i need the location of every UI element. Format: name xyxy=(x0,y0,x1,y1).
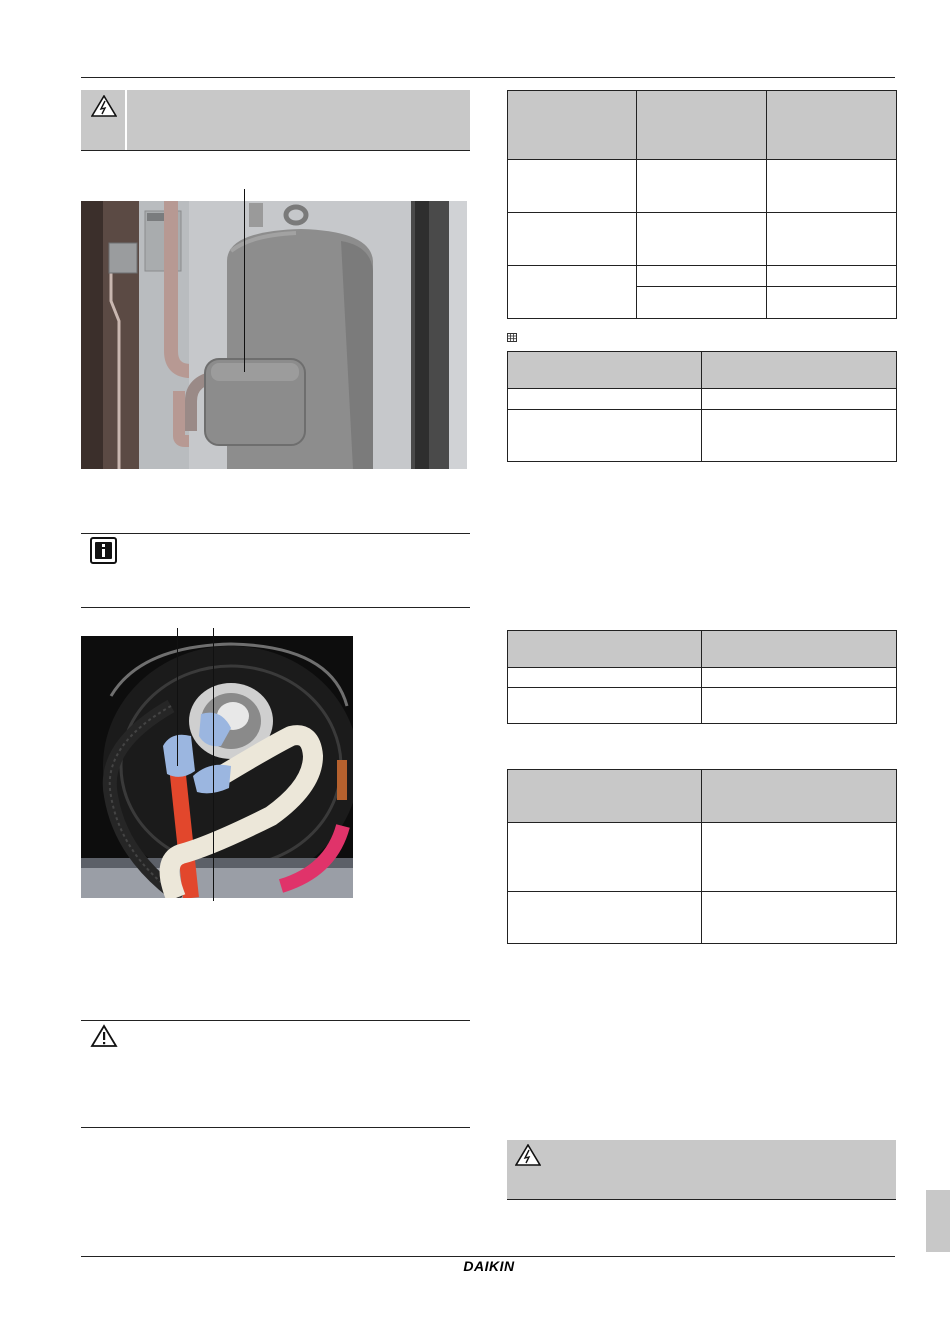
footer-rule xyxy=(81,1256,895,1257)
danger-box-2 xyxy=(507,1140,896,1199)
table-1-header-cell xyxy=(767,91,897,160)
table-row xyxy=(508,410,897,462)
table-cell xyxy=(702,823,897,892)
info-box-bottom-rule xyxy=(81,607,470,608)
table-cell xyxy=(637,160,767,213)
compressor-wiring-photo xyxy=(81,636,353,898)
header-rule xyxy=(81,77,895,78)
danger-box-2-bottom-rule xyxy=(507,1199,896,1200)
table-cell xyxy=(702,892,897,944)
table-cell xyxy=(508,160,637,213)
table-icon xyxy=(507,333,517,342)
table-row xyxy=(508,668,897,688)
table-row xyxy=(508,389,897,410)
table-1 xyxy=(507,90,897,319)
table-1-header-cell xyxy=(508,91,637,160)
table-cell xyxy=(702,410,897,462)
table-4-header-cell xyxy=(702,770,897,823)
figure2-callout-line-2 xyxy=(213,628,214,901)
table-cell xyxy=(702,389,897,410)
table-cell xyxy=(767,213,897,266)
table-cell xyxy=(508,410,702,462)
warning-box-top-rule xyxy=(81,1020,470,1021)
table-cell xyxy=(508,266,637,319)
daikin-logo: DAIKIN xyxy=(463,1258,515,1274)
table-cell xyxy=(508,892,702,944)
table-3-header-cell xyxy=(702,631,897,668)
table-row xyxy=(508,631,897,668)
information-icon xyxy=(90,537,117,564)
table-row xyxy=(508,352,897,389)
table-2-header-cell xyxy=(508,352,702,389)
danger-box-divider xyxy=(125,90,127,150)
table-3-header-cell xyxy=(508,631,702,668)
electrical-hazard-icon xyxy=(91,95,117,117)
table-cell xyxy=(637,266,767,287)
table-2 xyxy=(507,351,897,462)
table-4-header-cell xyxy=(508,770,702,823)
warning-box-bottom-rule xyxy=(81,1127,470,1128)
table-cell xyxy=(508,688,702,724)
table-cell xyxy=(508,389,702,410)
table-cell xyxy=(767,160,897,213)
table-row xyxy=(508,91,897,160)
table-2-header-cell xyxy=(702,352,897,389)
info-box-top-rule xyxy=(81,533,470,534)
table-row xyxy=(508,770,897,823)
table-cell xyxy=(508,823,702,892)
table-3 xyxy=(507,630,897,724)
table-4 xyxy=(507,769,897,944)
danger-box-bottom-rule xyxy=(81,150,470,151)
electrical-hazard-icon xyxy=(515,1144,541,1166)
table-row xyxy=(508,892,897,944)
table-row xyxy=(508,266,897,287)
figure1-callout-line xyxy=(244,189,245,372)
table-cell xyxy=(637,287,767,319)
table-cell xyxy=(702,668,897,688)
table-row xyxy=(508,160,897,213)
table-1-header-cell xyxy=(637,91,767,160)
table-cell xyxy=(508,668,702,688)
warning-icon xyxy=(90,1024,118,1048)
table-row xyxy=(508,688,897,724)
table-cell xyxy=(767,266,897,287)
table-cell xyxy=(702,688,897,724)
table-cell xyxy=(767,287,897,319)
side-section-tab xyxy=(926,1190,950,1252)
table-row xyxy=(508,823,897,892)
table-cell xyxy=(637,213,767,266)
table-cell xyxy=(508,213,637,266)
figure2-callout-line-1 xyxy=(177,628,178,766)
compressor-terminal-cover-illustration xyxy=(81,201,467,469)
danger-box xyxy=(81,90,470,150)
table-row xyxy=(508,213,897,266)
